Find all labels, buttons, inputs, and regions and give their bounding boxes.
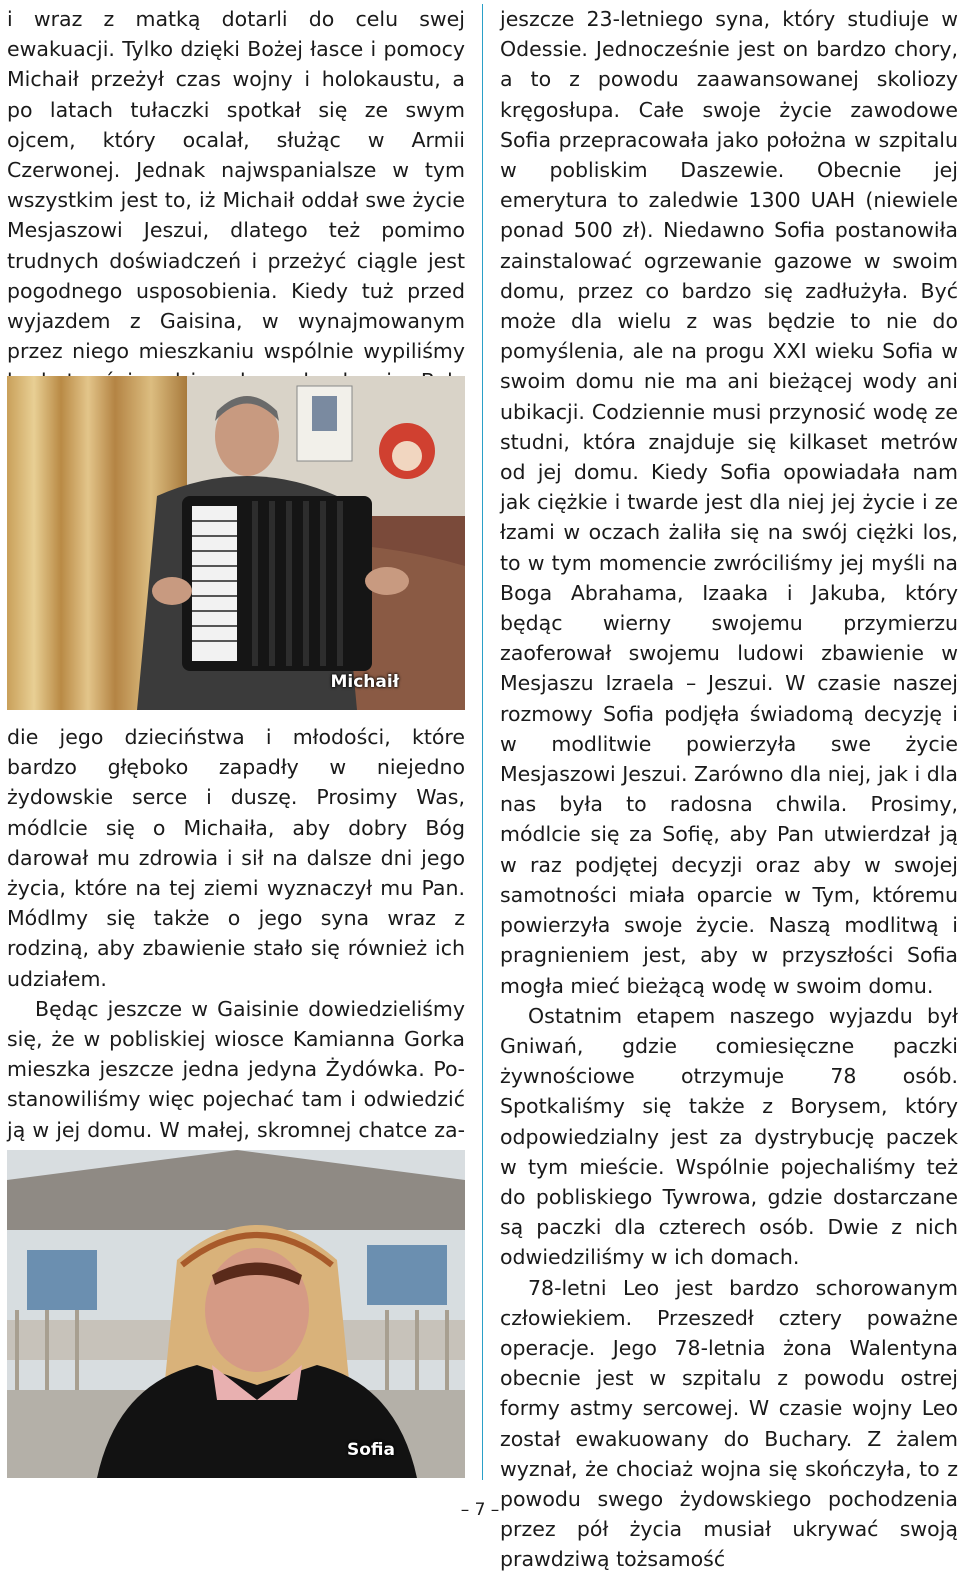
right-paragraph-3: 78-letni Leo jest bardzo schorowanym człowiekiem. Przeszedł cztery poważne operacje. Jego 78-letnia żona Walentyna obecnie jest w szpitalu z powodu ostrej formy astmy sercowej. W czasie wojny Leo został ewakuowany do Buchary. Z żalem wyznał, że chociaż wojna się skończyła, to z powodu swego żydowskiego pochodzenia przez pół życia musiał ukrywać swoją prawdziwą tożsamość — [500, 1275, 958, 1572]
photo-sofia — [7, 1150, 465, 1478]
left-column — [7, 4, 465, 427]
left-column-lower — [7, 722, 465, 1205]
sofia-portrait-photo — [7, 1150, 465, 1478]
right-paragraph-2: Ostatnim etapem naszego wyjazdu był Gniwań, gdzie comiesięczne paczki żywnościowe otrzymuje 78 osób. Spotkaliśmy się także z Borysem, który odpowiedzialny jest za dystrybucję paczek w tym mieście. Wspólnie pojechaliśmy też do pobliskiego Tywrowa, gdzie dostarczane są paczki dla czterech osób. Dwie z nich odwiedziliśmy w ich domach. — [500, 1003, 958, 1270]
page-number: – 7 – — [460, 1500, 500, 1520]
photo-michail — [7, 376, 465, 710]
left-text-block-1: i wraz z matką dotarli do celu swej ewakuacji. Tylko dzięki Bożej łasce i pomocy Michaił przeżył czas wojny i holokaustu, a po latach tułaczki spotkał się ze swym ojcem, który ocalał, służąc w Armii Czerwonej. Jednak najwspanialsze w tym wszystkim jest to, iż Michaił oddał swe życie Mesjaszowi Jeszui, dlatego też pomimo trudnych doświadczeń i przeżyć ciągle jest pogodnego usposobienia. Kiedy tuż przed wyjazdem z Gaisina, w wynajmowanym przez niego mieszkaniu wspólnie wypiliśmy — [7, 7, 465, 364]
right-paragraph-1: jeszcze 23-letniego syna, który studiuje w Odessie. Jednocześnie jest on bardzo chory, a to z powodu zaawansowanej skoliozy kręgosłupa. Całe swoje życie zawodowe Sofia przepracowała jako położna w szpitalu w pobliskim Daszewie. Obecnie jej emerytura to zaledwie 1300 UAH (niewiele ponad 500 zł). Niedawno Sofia postanowiła zainstalować ogrzewanie gazowe w swoim domu, przez co bardzo się zadłużyła. Być może dla wielu z was będzie to nie do pomyślenia, ale na progu XXI wieku Sofia w swoim domu nie ma ani bieżącej wody ani ubikacji. Codziennie musi przynosić wodę ze studni, która znajduje się kilkaset metrów od jej domu. Kiedy Sofia opowiadała nam jak ciężkie i twarde jest dla niej jej życie i ze łzami w oczach żaliła się na swój ciężki los, to w tym momencie zwróciliśmy jej myśli na Boga Abrahama, Izaaka i Jakuba, który będąc wierny swojemu przymierzu zaoferował swojemu ludowi zbawienie w Mesjaszu Izraela – Jeszui. W czasie naszej rozmowy Sofia podjęła świadomą decyzję i w modlitwie powierzyła swe życie Mesjaszowi Jeszui. Zarówno dla niej, jak i dla nas była to radosna chwila. Prosimy, módlcie się za Sofię, aby Pan utwierdzał ją w raz podjętej decyzji oraz aby w swojej samotności miała oparcie w Tym, któremu powierzyła swoje życie. Naszą modlitwą i pragnieniem jest, aby w przyszłości Sofia mogła mieć bieżącą wodę w swoim domu. — [500, 7, 958, 998]
caption-sofia: Sofia — [347, 1440, 395, 1460]
caption-michail: Michaił — [330, 672, 399, 692]
left-text-block-3: Będąc jeszcze w Gaisinie dowiedzieliśmy się, że w pobliskiej wiosce Kamianna Gorka mieszka jeszcze jedna jedyna Żydówka. Postanowiliśmy więc pojechać tam i odwiedzić ją w jej domu. W małej, skromnej chatce za — [7, 996, 465, 1142]
michail-accordion-photo — [7, 376, 465, 710]
left-text-block-2: die jego dzieciństwa i młodości, które bardzo głęboko zapadły w niejedno żydowskie serce i duszę. Prosimy Was, módlcie się o Michaiła, aby dobry Bóg darował mu zdrowia i sił na dalsze dni jego życia, które na tej ziemi wyznaczył mu Pan. Módlmy się także o jego syna wraz z rodziną, aby zbawienie stało się również ich udziałem. — [7, 725, 465, 991]
right-column — [500, 4, 958, 1575]
column-divider — [482, 4, 483, 1480]
